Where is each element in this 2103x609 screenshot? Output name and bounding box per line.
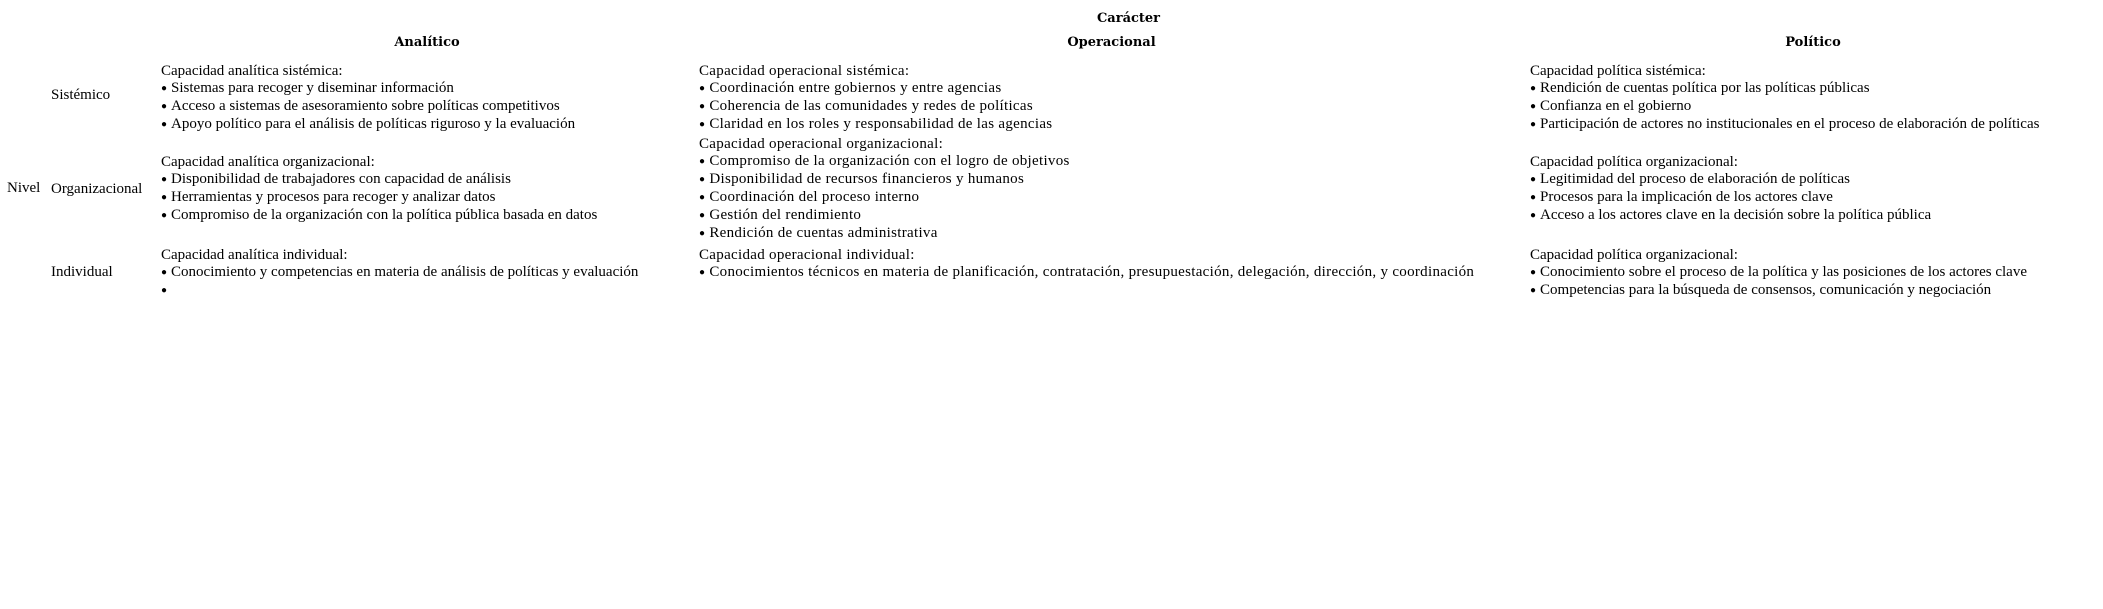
- list-item: ● Coherencia de las comunidades y redes de políticas: [699, 98, 1524, 116]
- cell-title: Capacidad operacional individual:: [699, 247, 915, 263]
- list-item: ● Acceso a sistemas de asesoramiento sobre políticas competitivos: [161, 98, 693, 116]
- list-item: ● Competencias para la búsqueda de consensos, comunicación y negociación: [1530, 282, 2096, 300]
- list-item: ● Apoyo político para el análisis de políticas riguroso y la evaluación: [161, 116, 693, 134]
- bullet-list: [161, 264, 693, 300]
- bullet-list: [1530, 171, 2096, 225]
- list-item: ● Participación de actores no institucionales en el proceso de elaboración de políticas: [1530, 116, 2096, 134]
- list-item: ● Conocimiento y competencias en materia de análisis de políticas y evaluación: [161, 264, 693, 282]
- level-label: Sistémico: [51, 86, 111, 103]
- capacity-cell: [158, 54, 696, 136]
- bullet-list: [1530, 80, 2096, 134]
- column-header-operacional: Operacional: [1067, 34, 1156, 50]
- list-item: ● Compromiso de la organización con el logro de objetivos: [699, 153, 1524, 171]
- bullet-list: [699, 153, 1524, 243]
- list-item: ● Disponibilidad de recursos financieros y humanos: [699, 171, 1524, 189]
- capacity-cell: [1527, 54, 2099, 136]
- table-row: [4, 243, 2099, 303]
- list-item: ● Disponibilidad de trabajadores con capacidad de análisis: [161, 171, 693, 189]
- list-item: ● Procesos para la implicación de los actores clave: [1530, 189, 2096, 207]
- cell-title: Capacidad analítica individual:: [161, 247, 348, 263]
- list-item: ● Rendición de cuentas política por las políticas públicas: [1530, 80, 2096, 98]
- level-label: Individual: [51, 264, 113, 280]
- capacity-cell: [158, 136, 696, 243]
- capacity-cell: [158, 243, 696, 303]
- bullet-list: [699, 80, 1524, 134]
- list-item: ● Compromiso de la organización con la política pública basada en datos: [161, 207, 693, 225]
- bullet-list: [1530, 264, 2096, 300]
- list-item: ● Conocimientos técnicos en materia de planificación, contratación, presupuestación, delegación, dirección, y coordinación: [699, 264, 1524, 282]
- list-item: ● Legitimidad del proceso de elaboración de políticas: [1530, 171, 2096, 189]
- table-row: [4, 54, 2099, 136]
- list-item: ● Rendición de cuentas administrativa: [699, 225, 1524, 243]
- bullet-list: [699, 264, 1524, 282]
- list-item: ● Claridad en los roles y responsabilidad de las agencias: [699, 116, 1524, 134]
- list-item: ● Gestión del rendimiento: [699, 207, 1524, 225]
- capacity-cell: [696, 243, 1527, 303]
- list-item: ● Sistemas para recoger y diseminar información: [161, 80, 693, 98]
- table-row: [4, 136, 2099, 243]
- list-item: ● Coordinación del proceso interno: [699, 189, 1524, 207]
- cell-title: Capacidad operacional sistémica:: [699, 62, 910, 79]
- cell-title: Capacidad analítica sistémica:: [161, 62, 343, 79]
- cell-title: Capacidad operacional organizacional:: [699, 136, 944, 152]
- list-item: ● Acceso a los actores clave en la decisión sobre la política pública: [1530, 207, 2096, 225]
- bullet-list: [161, 171, 693, 225]
- capacity-cell: [1527, 243, 2099, 303]
- list-item: ● Herramientas y procesos para recoger y analizar datos: [161, 189, 693, 207]
- cell-title: Capacidad política sistémica:: [1530, 62, 1706, 79]
- column-header-analitico: Analítico: [394, 34, 460, 50]
- capacity-cell: [696, 136, 1527, 243]
- header-caracter: Carácter: [1096, 10, 1161, 26]
- capacity-cell: [696, 54, 1527, 136]
- cell-title: Capacidad política organizacional:: [1530, 154, 1738, 170]
- cell-title: Capacidad analítica organizacional:: [161, 154, 375, 170]
- list-item: ● Conocimiento sobre el proceso de la política y las posiciones de los actores clave: [1530, 264, 2096, 282]
- row-group-label: Nivel: [7, 180, 41, 196]
- capacity-cell: [1527, 136, 2099, 243]
- column-header-politico: Político: [1785, 34, 1841, 50]
- capacity-table: [4, 6, 2099, 303]
- list-item: ● Confianza en el gobierno: [1530, 98, 2096, 116]
- cell-title: Capacidad política organizacional:: [1530, 247, 1738, 263]
- level-label: Organizacional: [51, 181, 143, 197]
- bullet-list: [161, 80, 693, 134]
- list-item: ● Coordinación entre gobiernos y entre agencias: [699, 80, 1524, 98]
- list-item: [161, 282, 693, 300]
